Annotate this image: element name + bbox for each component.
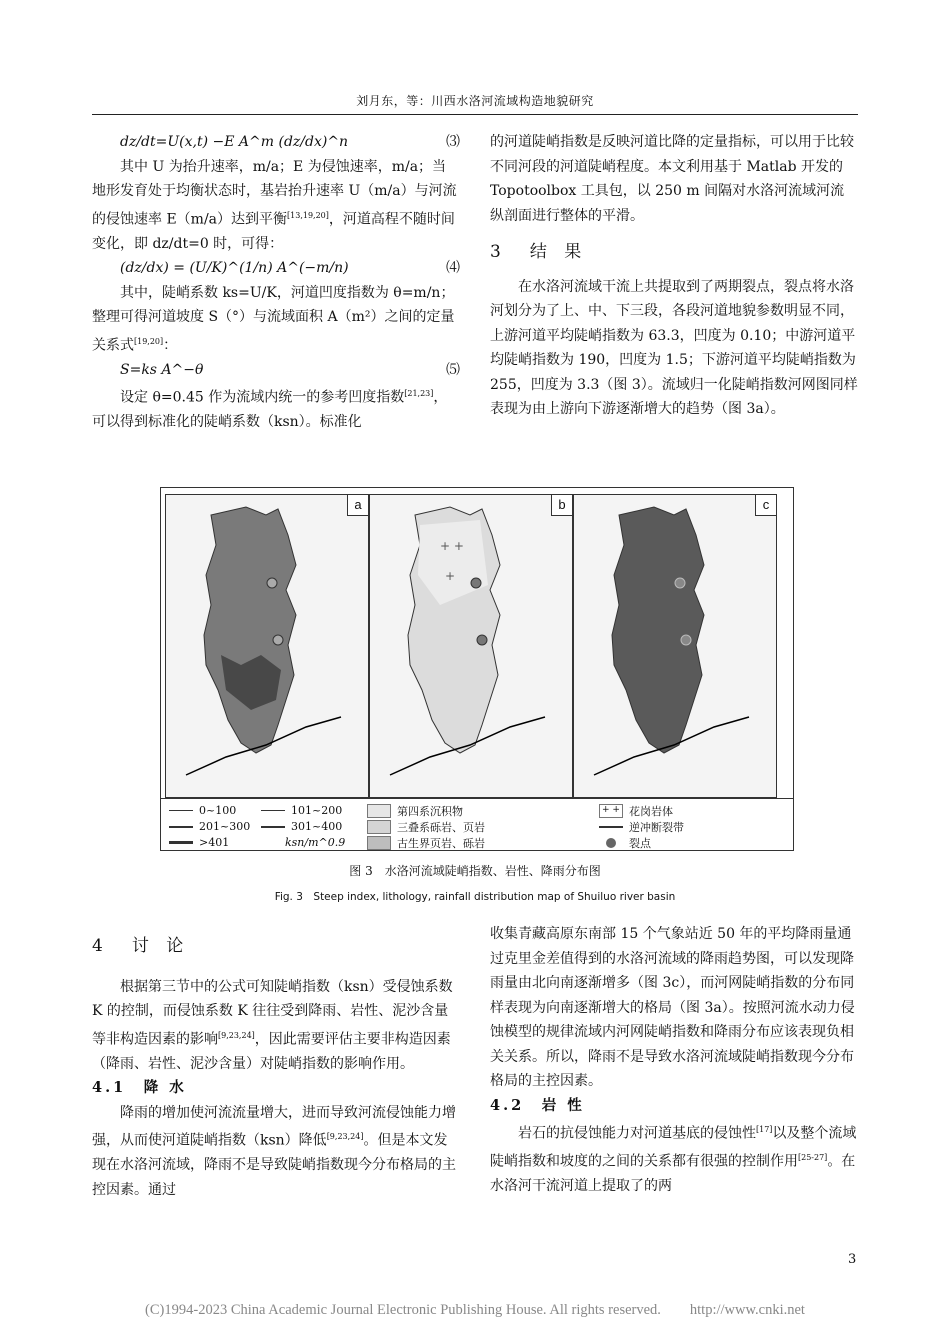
legend-label: 0~100 [199, 804, 237, 817]
page-number: 3 [848, 1252, 857, 1267]
citation: [21,23] [404, 389, 434, 399]
fill-swatch [367, 804, 391, 818]
paragraph-ksn-def: 的河道陡峭指数是反映河道比降的定量指标，可以用于比较不同河段的河道陡峭程度。本文利用基于 Matlab 开发的 Topotoolbox 工具包，以 250 m 间隔对水洛河流域河流纵剖面进行整体的平滑。 [490, 134, 854, 224]
legend-ksn-2 [261, 804, 342, 817]
line-swatch [169, 810, 193, 811]
equation-3 [92, 130, 460, 155]
citation: [25-27] [798, 1153, 828, 1163]
paragraph-rainfall-text: 降雨的增加使河流流量增大，进而导致河流侵蚀能力增强，从而使河道陡峭指数（ksn）降低 [92, 1104, 456, 1149]
citation: [19,20] [134, 336, 164, 346]
paragraph-theta-text: 设定 θ=0.45 作为流域内统一的参考凹度指数 [120, 389, 405, 406]
equation-4-number: ⑷ [446, 260, 460, 277]
line-swatch [169, 841, 193, 844]
granite-cross: + [445, 569, 456, 583]
citation: [9,23,24] [326, 1132, 364, 1142]
legend-label: 301~400 [291, 820, 343, 833]
citation: [9,23,24] [218, 1030, 255, 1040]
legend-granite [599, 803, 673, 819]
right-column-bottom [490, 922, 858, 1199]
section-3-heading: 3 结 果 [490, 242, 588, 262]
citation: [13,19,20] [287, 210, 329, 220]
legend-label: 花岗岩体 [629, 805, 673, 818]
knickpoint-marker [681, 635, 691, 645]
granite-swatch: + + [599, 804, 623, 818]
paragraph-rainfall [92, 1101, 460, 1203]
fill-swatch [367, 836, 391, 850]
legend-ksn-1 [169, 804, 236, 817]
legend-ksn-3 [169, 820, 250, 833]
fault-swatch [599, 826, 623, 828]
figure-caption-en: Fig. 3 Steep index, lithology, rainfall distribution map of Shuiluo river basin [274, 891, 676, 903]
panel-label-b: b [551, 495, 572, 516]
line-swatch [261, 810, 285, 811]
equation-4 [92, 256, 460, 281]
figure-3 [160, 487, 794, 851]
equation-5-number: ⑸ [446, 361, 460, 378]
line-swatch [169, 826, 193, 828]
ksn-map [166, 495, 368, 797]
legend-ksn-4 [261, 820, 342, 833]
paragraph-rainfall-text-2: 。但是本文发现在水洛河流域，降雨不是导致陡峭指数现今分布格局的主控因素。通过 [92, 1132, 456, 1198]
figure-legend [161, 798, 793, 851]
knickpoint-marker [477, 635, 487, 645]
equation-5-text: S=ks A^−θ [120, 361, 204, 378]
paragraph-lithology-text-3: 。在水洛河干流河道上提取了的两 [490, 1153, 856, 1195]
granite-cross: + + [440, 539, 464, 553]
fill-swatch [367, 820, 391, 834]
lithology-map [370, 495, 572, 797]
section-4-heading: 4 讨 论 [92, 936, 190, 956]
legend-ksn-unit [285, 836, 345, 849]
copyright-footer: (C)1994-2023 China Academic Journal Electronic Publishing House. All rights reserved. http://www.cnki.net [145, 1302, 805, 1318]
paragraph-lithology-text: 岩石的抗侵蚀能力对河道基底的侵蚀性 [518, 1125, 756, 1142]
paragraph-uplift [92, 155, 460, 257]
rainfall-map [574, 495, 776, 797]
equation-5 [92, 358, 460, 383]
header-rule [92, 114, 858, 115]
panel-label-c: c [755, 495, 776, 516]
legend-label: 三叠系砾岩、页岩 [397, 821, 485, 834]
panel-a [165, 494, 369, 798]
subsection-4-1-heading: 4.1 降 水 [92, 1079, 187, 1097]
figure-caption-cn: 图 3 水洛河流域陡峭指数、岩性、降雨分布图 [349, 864, 601, 878]
legend-label: 201~300 [199, 820, 251, 833]
legend-lith-3 [367, 835, 485, 851]
right-column-top [490, 130, 858, 422]
line-swatch [261, 826, 285, 828]
paragraph-lithology [490, 1118, 858, 1199]
equation-3-number: ⑶ [446, 134, 460, 150]
basin-shape [204, 507, 296, 753]
paragraph-uplift-text-2: ，河道高程不随时间变化，即 dz/dt=0 时，可得： [92, 211, 455, 252]
paragraph-discussion-text-2: ，因此需要评估主要非构造因素（降雨、岩性、泥沙含量）对陡峭指数的影响作用。 [92, 1031, 451, 1072]
paragraph-theta [92, 382, 460, 435]
legend-label: ksn/m^0.9 [285, 836, 346, 849]
paragraph-lithology-text-2: 以及整个流域陡峭指数和坡度的之间的关系都有很强的控制作用 [490, 1125, 857, 1170]
knickpoint-swatch [606, 838, 616, 848]
legend-fault [599, 819, 684, 835]
paragraph-uplift-text: 其中 U 为抬升速率，m/a；E 为侵蚀速率，m/a；当地形发育处于均衡状态时，基岩抬升速率 U（m/a）与河流的侵蚀速率 E（m/a）达到平衡 [92, 158, 457, 228]
paragraph-discussion-text: 根据第三节中的公式可知陡峭指数（ksn）受侵蚀系数 K 的控制，而侵蚀系数 K 往往受到降雨、岩性、泥沙含量等非构造因素的影响 [92, 978, 453, 1048]
paragraph-results: 在水洛河流域干流上共提取到了两期裂点，裂点将水洛河划分为了上、中、下三段，各段河道地貌参数明显不同，上游河道平均陡峭指数为 63.3，凹度为 0.10；中游河道平均陡峭指数为 190，凹度为 1.5；下游河道平均陡峭指数为 255，凹度为 3.3（图 3）。流域归一化陡峭指数河网图同样表现为由上游向下游逐渐增大的趋势（图 3a）。 [490, 278, 858, 417]
legend-label: >401 [199, 836, 230, 849]
panel-c [573, 494, 777, 798]
citation: [17] [756, 1125, 773, 1134]
knickpoint-marker [267, 578, 277, 588]
legend-label: 101~200 [291, 804, 343, 817]
knickpoint-marker [273, 635, 283, 645]
legend-label: 逆冲断裂带 [629, 821, 684, 834]
legend-ksn-5 [169, 836, 229, 849]
paragraph-steepness-text-2: ： [163, 337, 178, 354]
legend-label: 古生界页岩、砾岩 [397, 837, 485, 850]
panel-label-a: a [347, 495, 368, 516]
legend-label: 裂点 [629, 837, 651, 850]
basin-shape [612, 507, 704, 753]
running-header: 刘月东，等：川西水洛河流域构造地貌研究 [356, 94, 594, 108]
knickpoint-marker [471, 578, 481, 588]
subsection-4-2-heading: 4.2 岩 性 [490, 1096, 585, 1114]
paragraph-discussion [92, 975, 460, 1077]
paragraph-theta-text-2: ，可以得到标准化的陡峭系数（ksn）。标准化 [92, 389, 448, 431]
knickpoint-marker [675, 578, 685, 588]
legend-knickpoint [599, 835, 651, 851]
left-column-bottom [92, 934, 460, 1202]
equation-4-text: (dz/dx) = (U/K)^(1/n) A^(−m/n) [120, 260, 349, 277]
paragraph-rainfall-trend: 收集青藏高原东南部 15 个气象站近 50 年的平均降雨量通过克里金差值得到的水洛河流域的降雨趋势图，可以发现降雨量由北向南逐渐增多（图 3c），而河网陡峭指数的分布同样表现为向南逐渐增大的格局（图 3a）。按照河流水动力侵蚀模型的规律流域内河网陡峭指数和降雨分布应该表现负相关关系。所以，降雨不是导致水洛河流域陡峭指数现今分布格局的主控因素。 [490, 926, 855, 1089]
paragraph-steepness-text: 其中，陡峭系数 ks=U/K，河道凹度指数为 θ=m/n；整理可得河道坡度 S（°）与流域面积 A（m²）之间的定量关系式 [92, 284, 455, 354]
paragraph-steepness [92, 281, 460, 358]
legend-lith-2 [367, 819, 485, 835]
legend-lith-1 [367, 803, 463, 819]
equation-3-text: dz/dt=U(x,t) −E A^m (dz/dx)^n [120, 134, 349, 150]
left-column-top [92, 130, 460, 435]
legend-label: 第四系沉积物 [397, 805, 463, 818]
panel-b [369, 494, 573, 798]
